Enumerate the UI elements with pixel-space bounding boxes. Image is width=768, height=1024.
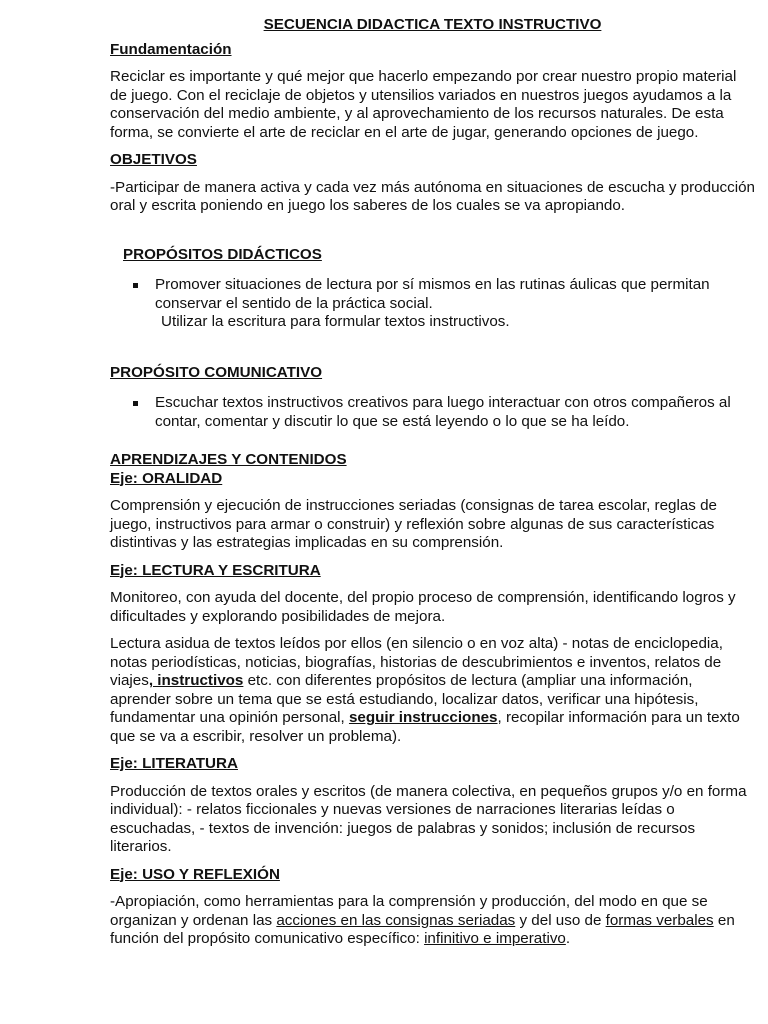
- eje-literatura-heading: Eje: LITERATURA: [110, 755, 238, 772]
- eje-oralidad-heading: Eje: ORALIDAD: [110, 469, 223, 487]
- bullet-icon: [133, 401, 138, 406]
- infinitivo-underline: infinitivo e imperativo: [424, 930, 566, 947]
- objetivos-text: -Participar de manera activa y cada vez más autónoma en situaciones de escucha y producción oral y escrita poniendo en juego los saberes de los cuales se va apropiando.: [110, 178, 755, 214]
- eje-oralidad-text: Comprensión y ejecución de instrucciones seriadas (consignas de tarea escolar, reglas de juego, instructivos para armar o construir) y reflexión sobre algunas de sus características distintivas y las estrategias implicadas en su comprensión.: [110, 497, 717, 551]
- proposito-comunicativo-heading: PROPÓSITO COMUNICATIVO: [110, 363, 323, 381]
- propositos-didacticos-list: [110, 276, 755, 313]
- proposito-comunicativo-list: [110, 394, 755, 431]
- eje-literatura-text: Producción de textos orales y escritos (de manera colectiva, en pequeños grupos y/o en forma individual): - relatos ficcionales y nuevas versiones de narraciones literarias leídas o escuchadas, - textos de invención: juegos de palabras y sonidos; inclusión de recursos literarios.: [110, 782, 747, 855]
- eje-lectura-heading: Eje: LECTURA Y ESCRITURA: [110, 561, 321, 579]
- propositos-didacticos-heading: PROPÓSITOS DIDÁCTICOS: [123, 245, 322, 263]
- page-title: SECUENCIA DIDACTICA TEXTO INSTRUCTIVO: [263, 16, 602, 33]
- document-page: [110, 12, 755, 949]
- eje-lectura-text-2: Lectura asidua de textos leídos por ellos (en silencio o en voz alta) - notas de enciclopedia, notas periodísticas, noticias, biografías, historias de descubrimientos e inventos, relatos de viajes, instructivos etc. con diferentes propósitos de lectura (ampliar una información, aprender sobre un tema que se está estudiando, localizar datos, verificar una hipótesis, fundamentar una opinión personal, seguir instrucciones, recopilar información para un texto que se va a escribir, resolver un problema).: [110, 635, 740, 745]
- propositos-didacticos-extra: Utilizar la escritura para formular textos instructivos.: [161, 313, 510, 330]
- aprendizajes-heading: APRENDIZAJES Y CONTENIDOS: [110, 451, 347, 468]
- formas-verbales-underline: formas verbales: [605, 911, 714, 929]
- instructivos-emphasis: , instructivos: [148, 672, 244, 689]
- fundamentacion-heading: Fundamentación: [110, 40, 232, 58]
- acciones-underline: acciones en las consignas seriadas: [276, 911, 516, 929]
- list-item: Promover situaciones de lectura por sí mismos en las rutinas áulicas que permitan conservar el sentido de la práctica social.: [155, 276, 755, 313]
- objetivos-heading: OBJETIVOS: [110, 151, 197, 168]
- eje-uso-heading: Eje: USO Y REFLEXIÓN: [110, 865, 280, 883]
- seguir-instrucciones-emphasis: seguir instrucciones: [348, 709, 498, 726]
- fundamentacion-text: Reciclar es importante y qué mejor que hacerlo empezando por crear nuestro propio material de juego. Con el reciclaje de objetos y utensilios variados en nuestros juegos ayudamos a la conservación del medio ambiente, y al aprovechamiento de los recursos naturales. De esta forma, se convierte el arte de reciclar en el arte de jugar, generando opciones de juego.: [110, 68, 737, 141]
- eje-uso-text: -Apropiación, como herramientas para la comprensión y producción, del modo en que se organizan y ordenan las acciones en las consignas seriadas y del uso de formas verbales en función del propósito comunicativo específico: infinitivo e imperativo.: [110, 893, 735, 947]
- eje-lectura-text-1: Monitoreo, con ayuda del docente, del propio proceso de comprensión, identificando logros y dificultades y explorando posibilidades de mejora.: [110, 589, 736, 625]
- bullet-icon: [133, 283, 138, 288]
- list-item: Escuchar textos instructivos creativos para luego interactuar con otros compañeros al contar, comentar y discutir lo que se está leyendo o lo que se ha leído.: [155, 394, 755, 431]
